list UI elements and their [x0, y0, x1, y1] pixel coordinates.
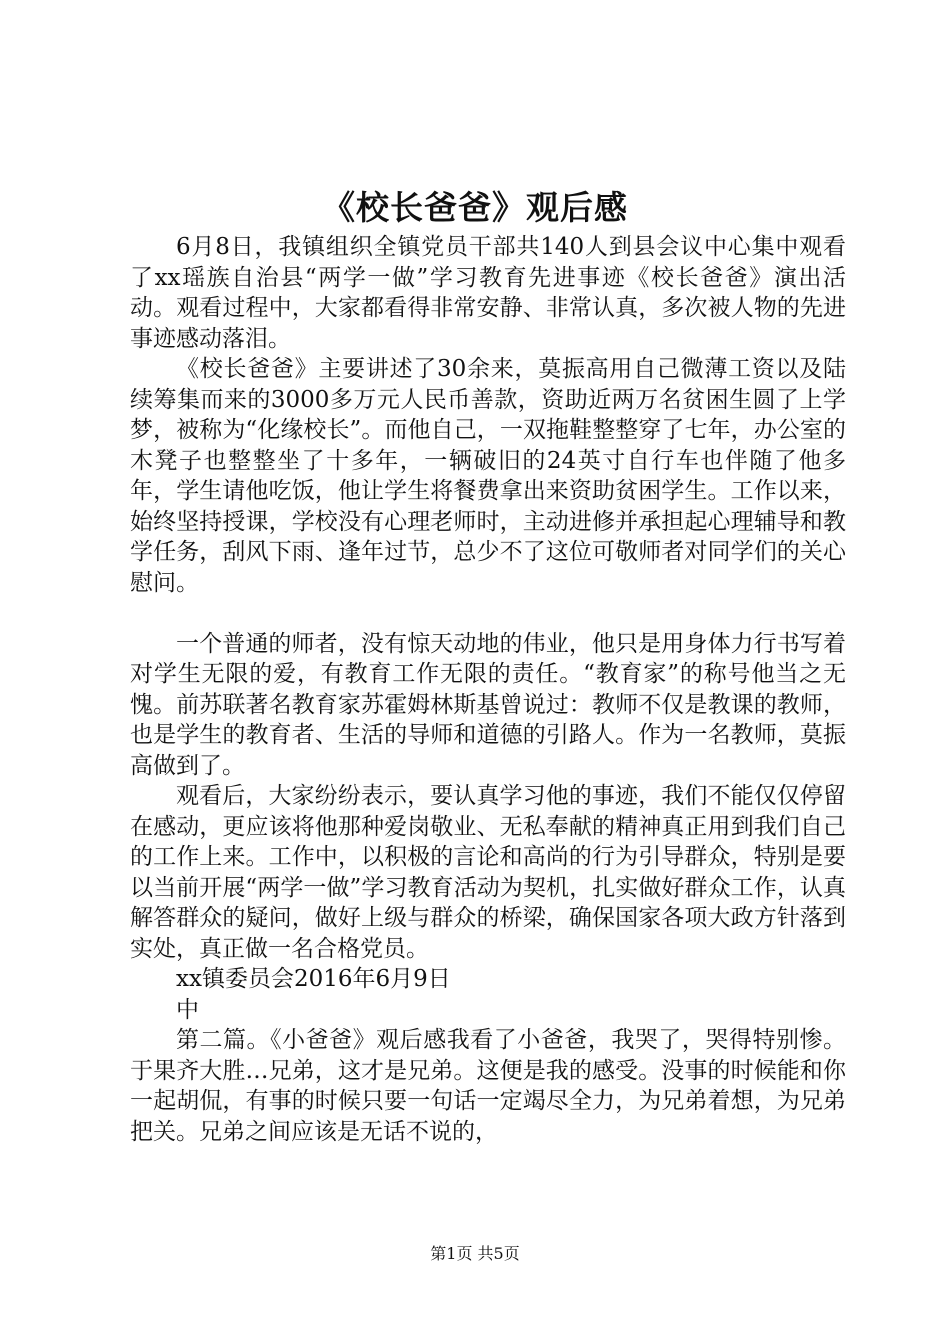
paragraph-story: 《校长爸爸》主要讲述了30余来，莫振高用自己微薄工资以及陆续筹集而来的3000多万元人民币善款，资助近两万名贫困生圆了上学梦，被称为“化缘校长”。而他自己，一双拖鞋整整穿了七年，办公室的木凳子也整整坐了十多年，一辆破旧的24英寸自行车也伴随了他多年，学生请他吃饭，他让学生将餐费拿出来资助贫困学生。工作以来，始终坚持授课，学校没有心理老师时，主动进修并承担起心理辅导和教学任务，刮风下雨、逢年过节，总少不了这位可敬师者对同学们的关心慰问。: [130, 356, 846, 596]
page-footer: 第1页 共5页: [430, 1244, 520, 1263]
signature-line: xx镇委员会2016年6月9日: [176, 966, 451, 992]
paragraph-second-article: 第二篇。《小爸爸》观后感我看了小爸爸，我哭了，哭得特别惨。于果齐大胜…兄弟，这才是兄弟。这便是我的感受。没事的时候能和你一起胡侃，有事的时候只要一句话一定竭尽全力，为兄弟着想，为兄弟把关。兄弟之间应该是无话不说的，: [130, 1027, 846, 1145]
paragraph-teacher: 一个普通的师者，没有惊天动地的伟业，他只是用身体力行书写着对学生无限的爱，有教育工作无限的责任。“教育家”的称号他当之无愧。前苏联著名教育家苏霍姆林斯基曾说过：教师不仅是教课的教师，也是学生的教育者、生活的导师和道德的引路人。作为一名教师，莫振高做到了。: [130, 630, 846, 779]
paragraph-intro: 6月8日，我镇组织全镇党员干部共140人到县会议中心集中观看了xx瑶族自治县“两学一做”学习教育先进事迹《校长爸爸》演出活动。观看过程中，大家都看得非常安静、非常认真，多次被人物的先进事迹感动落泪。: [130, 234, 846, 352]
stray-character: 中: [176, 996, 199, 1023]
paragraph-reflection: 观看后，大家纷纷表示，要认真学习他的事迹，我们不能仅仅停留在感动，更应该将他那种爱岗敬业、无私奉献的精神真正用到我们自己的工作上来。工作中，以积极的言论和高尚的行为引导群众，特别是要以当前开展“两学一做”学习教育活动为契机，扎实做好群众工作，认真解答群众的疑问，做好上级与群众的桥梁，确保国家各项大政方针落到实处，真正做一名合格党员。: [130, 783, 846, 962]
paragraph-spacer: [130, 598, 846, 629]
document-title: 《校长爸爸》观后感: [322, 188, 628, 227]
document-body: [130, 232, 846, 1147]
